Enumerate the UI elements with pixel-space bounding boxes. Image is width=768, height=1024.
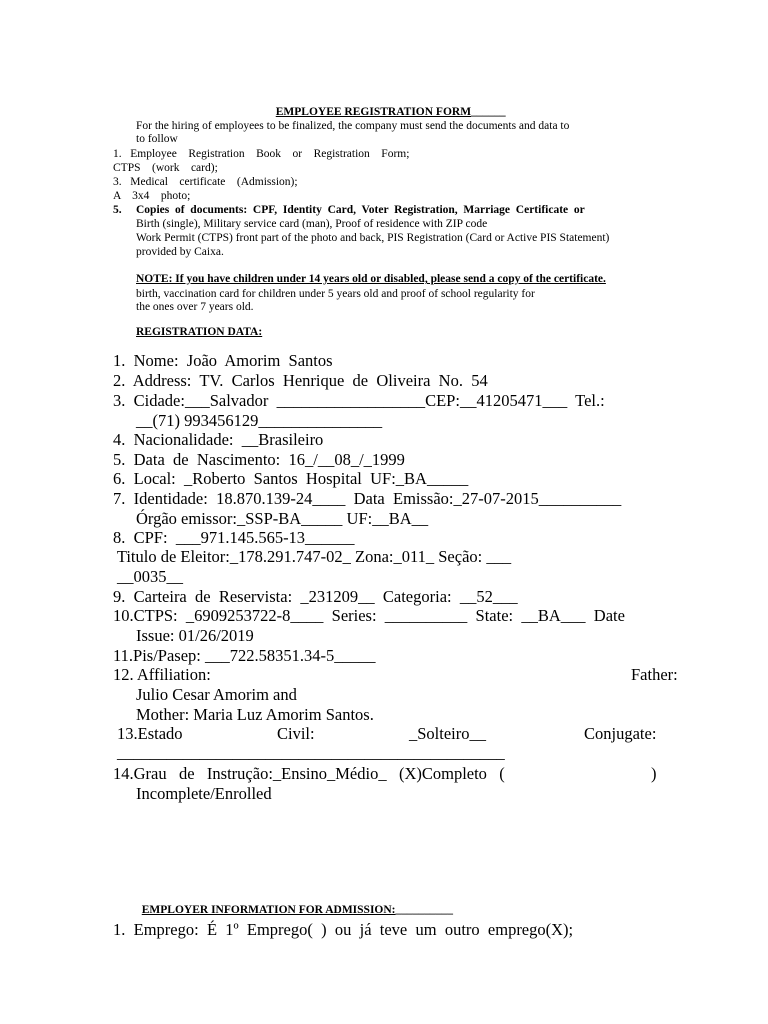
reg-affiliation: 12. Affiliation: [113,665,211,684]
employer-first-job: 1. Emprego: É 1º Emprego( ) ou já teve um outro emprego(X); [113,920,574,939]
reg-affiliation-father-label: Father: [631,665,678,684]
employer-heading-row [136,893,453,916]
intro-line-1: For the hiring of employees to be finalized, the company must send the documents and data to [136,120,570,132]
reg-issuer: Órgão emissor:_SSP-BA_____ UF:__BA__ [136,509,429,528]
reg-spouse-label: Conjugate: [584,724,657,743]
note-line-3: the ones over 7 years old. [136,301,254,313]
employer-heading: EMPLOYER INFORMATION FOR ADMISSION: [141,903,396,916]
intro-line-2: to follow [136,133,178,145]
reg-name: 1. Nome: João Amorim Santos [113,351,333,370]
reg-city-cep-tel: 3. Cidade:___Salvador __________________CEP:__41205471___ Tel.: [113,391,605,410]
reg-voter-title: Titulo de Eleitor:_178.291.747-02_ Zona:_011_ Seção: ___ [113,547,512,566]
reg-spouse-blank: _______________________________________________ [117,743,505,762]
doc-list-item-5-number: 5. [113,204,122,216]
form-title: EMPLOYEE REGISTRATION FORM [275,105,472,118]
doc-list-item-5-line-2: Birth (single), Military service card (man), Proof of residence with ZIP code [136,218,488,230]
doc-list-item-5-line-4: provided by Caixa. [136,246,224,258]
reg-identity: 7. Identidade: 18.870.139-24____ Data Emissão:_27-07-2015__________ [113,489,622,508]
form-title-trail: ______ [471,105,506,118]
registration-heading: REGISTRATION DATA: [136,326,263,338]
reg-education-options: Incomplete/Enrolled [136,784,272,803]
reg-voter-section: __0035__ [117,567,183,586]
reg-marital-civil: Civil: [277,724,315,743]
reg-father-name: Julio Cesar Amorim and [136,685,297,704]
reg-ctps: 10.CTPS: _6909253722-8____ Series: __________ State: __BA___ Date [113,606,625,625]
doc-list-item-1: 1. Employee Registration Book or Registration Form; [113,148,410,160]
note-line-2: birth, vaccination card for children under 5 years old and proof of school regularity for [136,288,535,300]
reg-ctps-issue: Issue: 01/26/2019 [136,626,254,645]
reg-birth-place: 6. Local: _Roberto Santos Hospital UF:_BA_____ [113,469,469,488]
reg-nationality: 4. Nacionalidade: __Brasileiro [113,430,324,449]
reg-tel-number: __(71) 993456129_______________ [136,411,383,430]
doc-list-item-2: CTPS (work card); [113,162,218,174]
reg-marital-status: _Solteiro__ [409,724,486,743]
reg-education: 14.Grau de Instrução:_Ensino_Médio_ (X)Completo ( [113,764,505,783]
note-heading: NOTE: If you have children under 14 years old or disabled, please send a copy of the certificate. [136,273,606,285]
reg-marital-label: 13.Estado [117,724,183,743]
reg-education-close-paren: ) [651,764,657,783]
form-title-row [270,95,506,118]
doc-list-item-4: A 3x4 photo; [113,190,191,202]
doc-list-item-5: Copies of documents: CPF, Identity Card, Voter Registration, Marriage Certificate or [136,204,585,216]
doc-list-item-3: 3. Medical certificate (Admission); [113,176,298,188]
doc-list-item-5-line-3: Work Permit (CTPS) front part of the photo and back, PIS Registration (Card or Active PIS Statement) [136,232,610,244]
employer-heading-trail: __________ [395,903,454,916]
reg-birth-date: 5. Data de Nascimento: 16_/__08_/_1999 [113,450,405,469]
reg-reservist: 9. Carteira de Reservista: _231209__ Categoria: __52___ [113,587,518,606]
reg-address: 2. Address: TV. Carlos Henrique de Oliveira No. 54 [113,371,488,390]
reg-cpf: 8. CPF: ___971.145.565-13______ [113,528,355,547]
reg-pis-pasep: 11.Pis/Pasep: ___722.58351.34-5_____ [113,646,376,665]
reg-mother-name: Mother: Maria Luz Amorim Santos. [136,705,374,724]
